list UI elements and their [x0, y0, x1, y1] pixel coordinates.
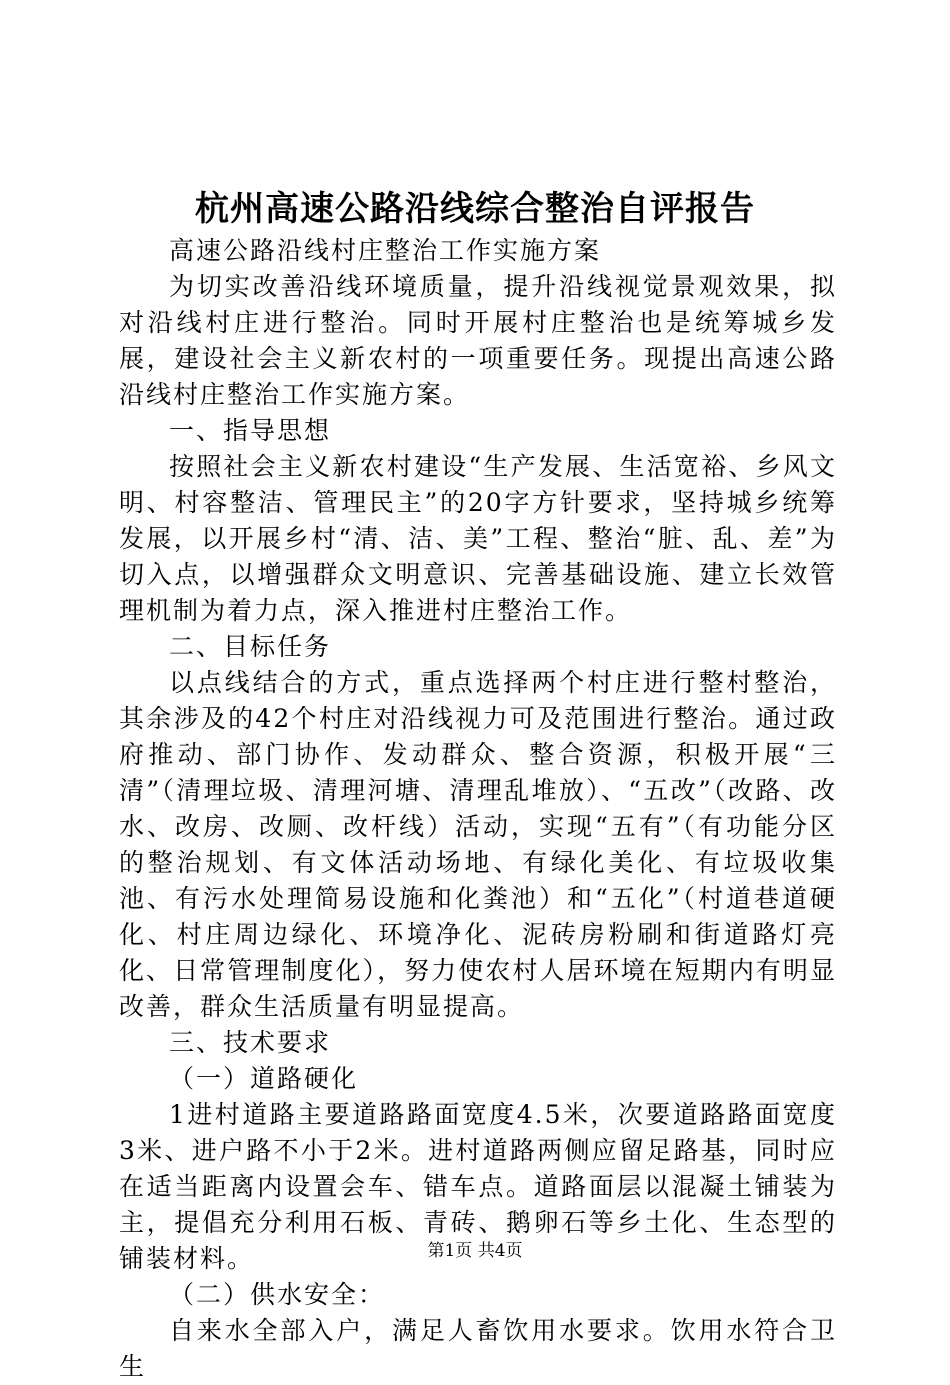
document-body — [119, 233, 837, 1385]
subsection-heading-water: （二）供水安全： — [169, 1280, 386, 1309]
page-footer: 第1页 共4页 — [427, 1241, 523, 1261]
paragraph-guiding-thought: 按照社会主义新农村建设“生产发展、生活宽裕、乡风文明、村容整洁、管理民主”的20字方针要求，坚持城乡统筹发展，以开展乡村“清、洁、美”工程、整治“脏、乱、差”为切入点，以增强群众文明意识、完善基础设施、建立长效管理机制为着力点，深入推进村庄整治工作。 — [119, 452, 837, 625]
section-heading-guiding-thought: 一、指导思想 — [169, 416, 332, 445]
paragraph-water: 自来水全部入户，满足人畜饮用水要求。饮用水符合卫生 — [119, 1316, 837, 1381]
paragraph-targets: 以点线结合的方式，重点选择两个村庄进行整村整治，其余涉及的42个村庄对沿线视力可及范围进行整治。通过政府推动、部门协作、发动群众、整合资源，积极开展“三清”（清理垃圾、清理河塘、清理乱堆放）、“五改”（改路、改水、改房、改厕、改杆线）活动，实现“五有”（有功能分区的整治规划、有文体活动场地、有绿化美化、有垃圾收集池、有污水处理简易设施和化粪池）和“五化”（村道巷道硬化、村庄周边绿化、环境净化、泥砖房粉刷和街道路灯亮化、日常管理制度化），努力使农村人居环境在短期内有明显改善，群众生活质量有明显提高。 — [119, 668, 837, 1021]
paragraph-roads: 1进村道路主要道路路面宽度4.5米，次要道路路面宽度3米、进户路不小于2米。进村道路两侧应留足路基，同时应在适当距离内设置会车、错车点。道路面层以混凝土铺装为主，提倡充分利用石板、青砖、鹅卵石等乡土化、生态型的铺装材料。 — [119, 1100, 837, 1273]
section-heading-targets: 二、目标任务 — [169, 632, 332, 661]
paragraph-plan-title: 高速公路沿线村庄整治工作实施方案 — [169, 236, 602, 265]
section-heading-technical: 三、技术要求 — [169, 1028, 332, 1057]
paragraph-intro: 为切实改善沿线环境质量，提升沿线视觉景观效果，拟对沿线村庄进行整治。同时开展村庄整治也是统筹城乡发展，建设社会主义新农村的一项重要任务。现提出高速公路沿线村庄整治工作实施方案。 — [119, 272, 837, 409]
document-title: 杭州高速公路沿线综合整治自评报告 — [195, 189, 755, 229]
subsection-heading-roads: （一）道路硬化 — [169, 1064, 359, 1093]
